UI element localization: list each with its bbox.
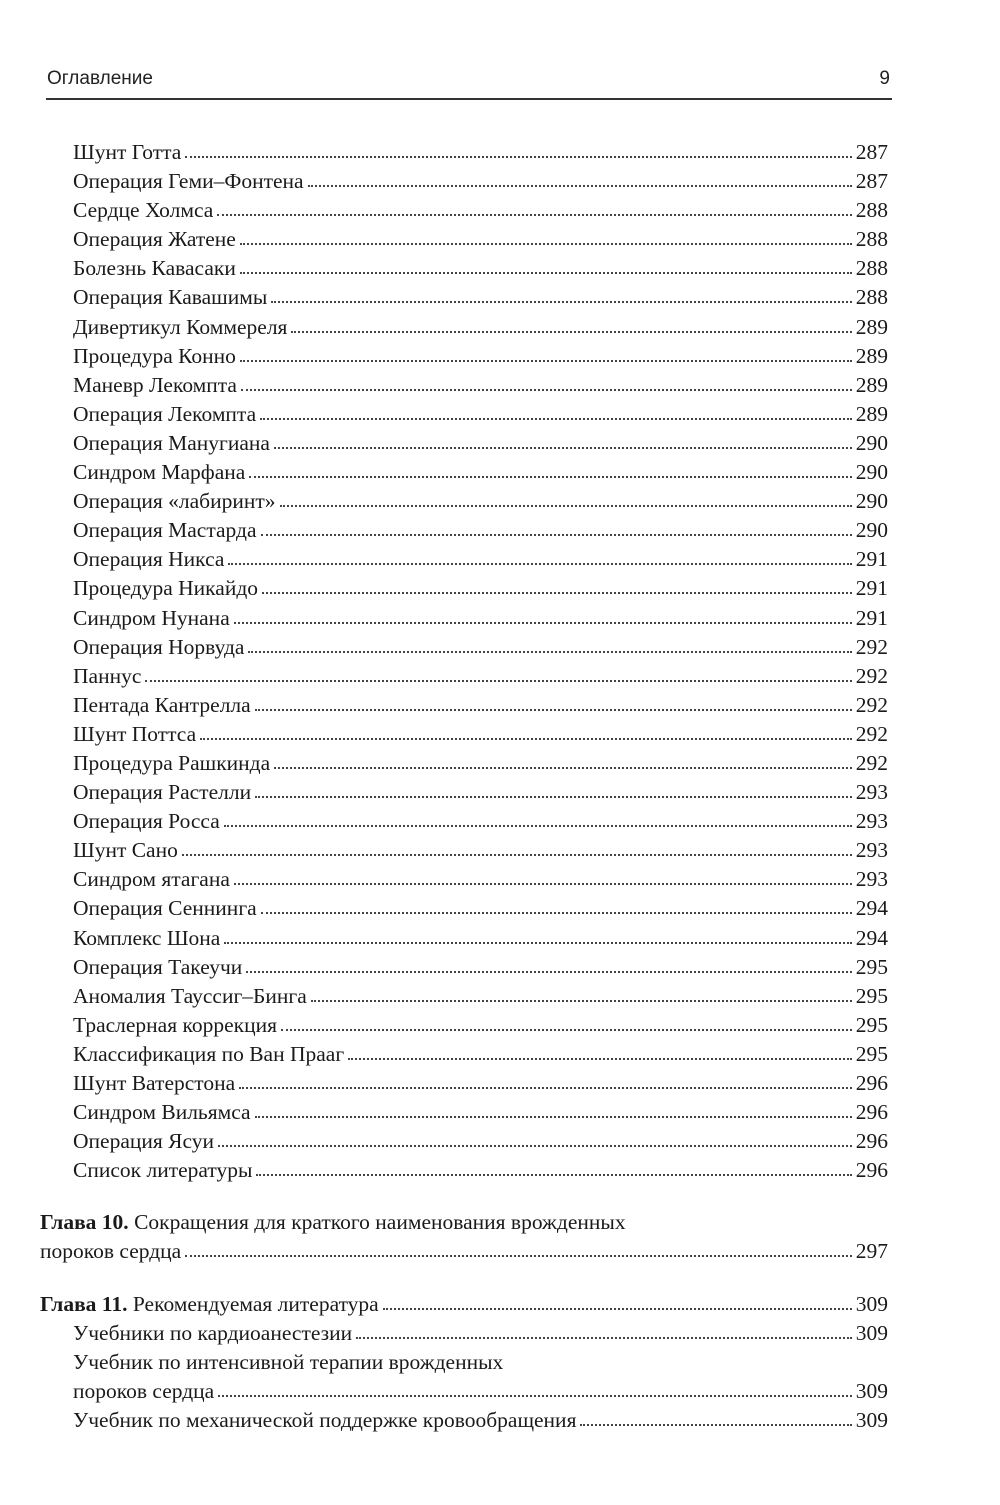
toc-entry-page: 289 (855, 343, 888, 368)
dot-leader (185, 154, 851, 158)
toc-entry-page: 290 (855, 460, 888, 485)
toc-entry[interactable] (40, 516, 888, 545)
toc-entry[interactable] (40, 836, 888, 865)
toc-entry[interactable] (40, 196, 888, 225)
toc-entry-page: 293 (855, 809, 888, 834)
toc-entry-page: 292 (855, 721, 888, 746)
toc-entry[interactable] (40, 429, 888, 458)
toc-entry-page: 309 (855, 1407, 888, 1432)
toc-entry[interactable] (40, 1069, 888, 1098)
dot-leader (218, 1143, 852, 1147)
dot-leader (308, 183, 852, 187)
toc-entry-label: Список литературы (73, 1158, 253, 1183)
toc-entry[interactable] (40, 662, 888, 691)
toc-entry-page: 289 (855, 401, 888, 426)
toc-entry-label: Операция «лабиринт» (73, 489, 276, 514)
toc-entry-label: Операция Кавашимы (73, 285, 268, 310)
toc-entry[interactable] (40, 400, 888, 429)
dot-leader (228, 561, 851, 565)
chapter-title: Рекомендуемая литература (127, 1291, 379, 1316)
toc-entry-label: Учебник по интенсивной терапии врожденных (73, 1349, 504, 1374)
toc-entry-page: 291 (855, 547, 888, 572)
toc-entry[interactable] (40, 1011, 888, 1040)
toc-entry-label: Операция Мастарда (73, 518, 257, 543)
toc-entry-label: Шунт Поттса (73, 721, 197, 746)
dot-leader (248, 649, 851, 653)
toc-entry-label: Шунт Сано (73, 838, 178, 863)
dot-leader (383, 1306, 852, 1310)
running-head (46, 64, 892, 100)
toc-entry-label: Учебник по механической поддержке кровообращения (73, 1407, 577, 1432)
toc-entry-page: 287 (855, 169, 888, 194)
dot-leader (311, 998, 852, 1002)
dot-leader (200, 736, 852, 740)
toc-entry-page: 289 (855, 314, 888, 339)
toc-entry-label: Комплекс Шона (73, 925, 221, 950)
toc-entry[interactable] (40, 487, 888, 516)
dot-leader (145, 678, 851, 682)
toc-entry[interactable] (40, 633, 888, 662)
toc-entry-page: 291 (855, 605, 888, 630)
chapter-10-entry[interactable] (40, 1208, 888, 1266)
dot-leader (260, 416, 852, 420)
dot-leader (356, 1335, 852, 1339)
toc-entry-page: 288 (855, 256, 888, 281)
toc-entry-page: 294 (855, 925, 888, 950)
toc-entry-label: Процедура Никайдо (73, 576, 259, 601)
toc-entry[interactable] (40, 1319, 888, 1348)
toc-entry-page: 288 (855, 198, 888, 223)
toc-entry-page: 309 (855, 1320, 888, 1345)
toc-entry-page: 291 (855, 576, 888, 601)
chapter-page-number: 309 (855, 1291, 888, 1316)
toc-entry-page: 296 (855, 1071, 888, 1095)
toc-entry-list (40, 138, 888, 1185)
dot-leader (274, 765, 852, 769)
toc-entry-label: Паннус (73, 663, 142, 688)
toc-entry-label: Операция Лекомпта (73, 401, 257, 426)
toc-entry-label: Болезнь Кавасаки (73, 256, 236, 281)
toc-entry-label: Операция Жатене (73, 227, 236, 252)
toc-entry-label: Аномалия Тауссиг–Бинга (73, 983, 307, 1008)
toc-entry-page: 295 (855, 983, 888, 1008)
toc-entry[interactable] (40, 953, 888, 982)
toc-entry-label: Процедура Рашкинда (73, 750, 271, 775)
dot-leader (224, 823, 852, 827)
toc-entry-page: 296 (855, 1129, 888, 1154)
toc-entry[interactable] (40, 807, 888, 836)
toc-entry[interactable] (40, 749, 888, 778)
chapter-title: Сокращения для краткого наименования врожденных (128, 1210, 626, 1235)
toc-entry[interactable] (40, 1040, 888, 1069)
dot-leader (261, 910, 852, 914)
dot-leader (241, 387, 852, 391)
dot-leader (274, 445, 852, 449)
toc-entry[interactable] (40, 865, 888, 894)
dot-leader (240, 270, 852, 274)
toc-entry-page: 290 (855, 430, 888, 455)
toc-entry-label: Операция Росса (73, 809, 220, 834)
toc-entry-page: 292 (855, 750, 888, 775)
toc-entry-label: Классификация по Ван Прааг (73, 1041, 345, 1066)
dot-leader (182, 852, 852, 856)
dot-leader (185, 1253, 852, 1257)
toc-entry[interactable] (40, 982, 888, 1011)
toc-entry-label: Дивертикул Коммереля (73, 314, 288, 339)
toc-entry-page: 288 (855, 285, 888, 310)
toc-entry-page: 292 (855, 663, 888, 688)
toc-entry[interactable] (40, 1156, 888, 1185)
toc-entry[interactable] (40, 1406, 888, 1435)
toc-entry-label: Траслерная коррекция (73, 1012, 277, 1037)
toc-entry-label: Учебники по кардиоанестезии (73, 1320, 353, 1345)
dot-leader (262, 590, 852, 594)
toc-entry-page: 295 (855, 1012, 888, 1037)
dot-leader (255, 794, 852, 798)
dot-leader (261, 532, 852, 536)
dot-leader (271, 299, 851, 303)
toc-entry-page: 296 (855, 1158, 888, 1183)
toc-entry[interactable] (40, 138, 888, 167)
chapter-title-continued: пороков сердца (40, 1239, 182, 1264)
toc-entry-label: Операция Манугиана (73, 430, 270, 455)
toc-entry[interactable] (40, 1348, 888, 1406)
toc-entry-label: Процедура Конно (73, 343, 236, 368)
dot-leader (240, 358, 852, 362)
toc-entry-page: 309 (855, 1378, 888, 1403)
toc-entry[interactable] (40, 1098, 888, 1127)
dot-leader (281, 1027, 852, 1031)
toc-entry-page: 292 (855, 692, 888, 717)
toc-entry[interactable] (40, 313, 888, 342)
toc-entry-label: Операция Геми–Фонтена (73, 169, 304, 194)
chapter-number: Глава 11. (40, 1291, 128, 1316)
dot-leader (256, 1172, 851, 1176)
toc-entry-page: 292 (855, 634, 888, 659)
toc-entry-label: Операция Никса (73, 547, 225, 572)
toc-entry-label-continued: пороков сердца (73, 1378, 215, 1403)
dot-leader (249, 474, 851, 478)
running-head-title: Оглавление (47, 68, 153, 89)
toc-entry[interactable] (40, 720, 888, 749)
toc-entry[interactable] (40, 167, 888, 196)
toc-entry-label: Операция Растелли (73, 780, 252, 805)
toc-entry-page: 289 (855, 372, 888, 397)
toc-entry-page: 295 (855, 1041, 888, 1066)
toc-entry[interactable] (40, 283, 888, 312)
dot-leader (234, 881, 852, 885)
dot-leader (217, 212, 851, 216)
toc-entry-label: Операция Сеннинга (73, 896, 257, 921)
toc-entry-label: Шунт Готта (73, 140, 182, 164)
toc-entry-page: 287 (855, 140, 888, 164)
dot-leader (218, 1393, 852, 1397)
toc-entry-label: Синдром ятагана (73, 867, 230, 892)
toc-entry-page: 290 (855, 518, 888, 543)
toc-entry-label: Синдром Марфана (73, 460, 246, 485)
toc-entry[interactable] (40, 691, 888, 720)
dot-leader (280, 503, 852, 507)
toc-entry-page: 294 (855, 896, 888, 921)
page-number: 9 (879, 68, 890, 89)
toc-entry-label: Операция Ясуи (73, 1129, 214, 1154)
toc-entry[interactable] (40, 1127, 888, 1156)
chapter-number: Глава 10. (40, 1210, 129, 1235)
toc-entry[interactable] (40, 574, 888, 603)
toc-entry[interactable] (40, 225, 888, 254)
toc-entry-page: 293 (855, 838, 888, 863)
toc-entry-page: 295 (855, 954, 888, 979)
dot-leader (348, 1056, 852, 1060)
toc-entry-page: 296 (855, 1100, 888, 1125)
toc-entry-page: 290 (855, 489, 888, 514)
toc-entry-label: Операция Такеучи (73, 954, 243, 979)
toc-entry-label: Сердце Холмса (73, 198, 214, 223)
chapter-11-entry[interactable] (40, 1290, 888, 1435)
toc-entry-label: Операция Норвуда (73, 634, 245, 659)
toc-entry-label: Маневр Лекомпта (73, 372, 237, 397)
dot-leader (291, 329, 851, 333)
toc-entry[interactable] (40, 545, 888, 574)
toc-entry-label: Пентада Кантрелла (73, 692, 251, 717)
dot-leader (239, 1085, 852, 1089)
toc-entry[interactable] (40, 604, 888, 633)
table-of-contents (40, 138, 888, 1435)
toc-entry-page: 293 (855, 780, 888, 805)
dot-leader (240, 241, 852, 245)
toc-entry-label: Синдром Вильямса (73, 1100, 251, 1125)
toc-entry[interactable] (40, 458, 888, 487)
toc-entry[interactable] (40, 924, 888, 953)
dot-leader (234, 620, 852, 624)
toc-entry[interactable] (40, 894, 888, 923)
toc-entry-label: Синдром Нунана (73, 605, 230, 630)
dot-leader (246, 969, 851, 973)
dot-leader (580, 1422, 851, 1426)
toc-entry[interactable] (40, 342, 888, 371)
toc-entry[interactable] (40, 254, 888, 283)
toc-entry[interactable] (40, 778, 888, 807)
toc-entry-page: 293 (855, 867, 888, 892)
dot-leader (255, 707, 852, 711)
chapter-page-number: 297 (855, 1239, 888, 1264)
toc-entry-label: Шунт Ватерстона (73, 1071, 236, 1095)
dot-leader (255, 1114, 852, 1118)
dot-leader (224, 940, 851, 944)
toc-entry[interactable] (40, 371, 888, 400)
toc-entry-page: 288 (855, 227, 888, 252)
